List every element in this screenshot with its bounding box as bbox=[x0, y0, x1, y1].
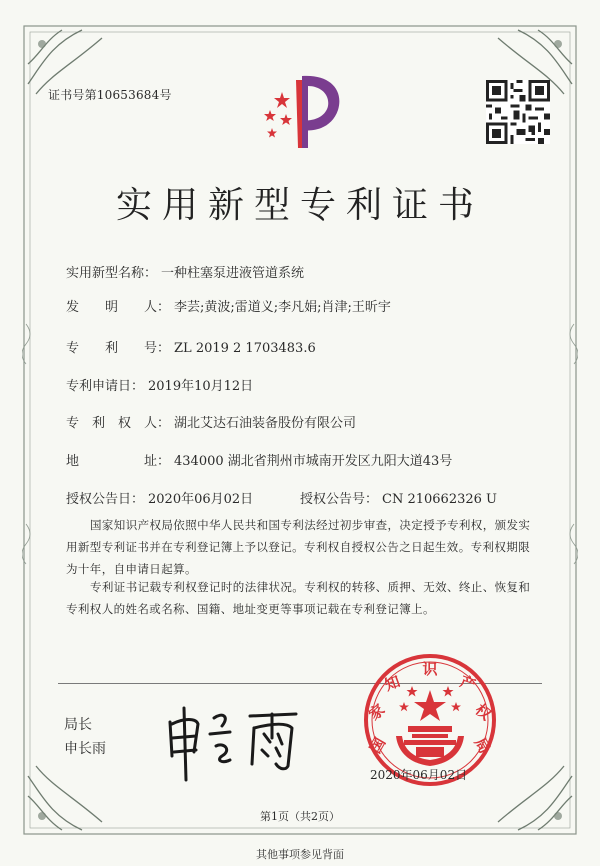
field-value: CN 210662326 U bbox=[382, 492, 497, 507]
svg-text:家: 家 bbox=[366, 701, 389, 724]
footer-note: 其他事项参见背面 bbox=[256, 848, 344, 861]
field-label: 实用新型名称： bbox=[66, 266, 158, 281]
field-value: 湖北艾达石油装备股份有限公司 bbox=[174, 416, 357, 431]
svg-text:识: 识 bbox=[422, 662, 438, 678]
body-paragraph-2: 专利证书记载专利权登记时的法律状况。专利权的转移、质押、无效、终止、恢复和专利权人的姓名或名称、国籍、地址变更等事项记载在专利登记簿上。 bbox=[66, 580, 531, 616]
field-value: ZL 2019 2 1703483.6 bbox=[174, 341, 316, 356]
field-value: 一种柱塞泵进液管道系统 bbox=[161, 266, 305, 281]
qr-code bbox=[486, 80, 550, 144]
svg-text:国: 国 bbox=[367, 735, 390, 757]
field-utility-model-name bbox=[66, 262, 304, 281]
handwritten-signature bbox=[160, 694, 310, 784]
field-grant-number bbox=[300, 488, 497, 507]
svg-text:产: 产 bbox=[457, 674, 478, 695]
field-label: 授权公告日： bbox=[66, 492, 145, 507]
cnipa-logo bbox=[258, 70, 348, 150]
certificate-title: 实用新型专利证书 bbox=[115, 185, 484, 226]
field-application-date bbox=[66, 375, 253, 394]
field-inventors bbox=[66, 296, 391, 315]
field-patentee bbox=[66, 412, 356, 431]
certificate-number: 证书号第10653684号 bbox=[48, 88, 172, 102]
body-paragraph-1: 国家知识产权局依照中华人民共和国专利法经过初步审查，决定授予专利权，颁发实用新型专利证书并在专利登记簿上予以登记。专利权自授权公告之日起生效。专利权期限为十年，自申请日起算。 bbox=[66, 518, 531, 576]
svg-text:权: 权 bbox=[471, 701, 494, 724]
field-label: 专 利 权 人： bbox=[66, 416, 171, 431]
field-value: 2020年06月02日 bbox=[148, 492, 254, 507]
field-address bbox=[66, 450, 452, 469]
svg-text:知: 知 bbox=[382, 674, 403, 695]
field-value: 2019年10月12日 bbox=[148, 379, 254, 394]
field-label: 专 利 号： bbox=[66, 341, 171, 356]
field-label: 授权公告号： bbox=[300, 492, 379, 507]
field-value: 李芸;黄波;雷道义;李凡娟;肖津;王昕宇 bbox=[174, 300, 391, 315]
field-label: 专利申请日： bbox=[66, 379, 145, 394]
field-patent-number bbox=[66, 337, 316, 356]
field-label: 地 址： bbox=[66, 454, 171, 469]
field-grant-date bbox=[66, 488, 253, 507]
signatory-name: 申长雨 bbox=[64, 741, 106, 757]
seal-date: 2020年06月02日 bbox=[370, 768, 468, 782]
field-value: 434000 湖北省荆州市城南开发区九阳大道43号 bbox=[174, 454, 453, 469]
field-label: 发 明 人： bbox=[66, 300, 171, 315]
page-number: 第1页（共2页） bbox=[260, 810, 340, 823]
signatory-title: 局长 bbox=[64, 717, 92, 733]
svg-text:局: 局 bbox=[470, 735, 493, 757]
